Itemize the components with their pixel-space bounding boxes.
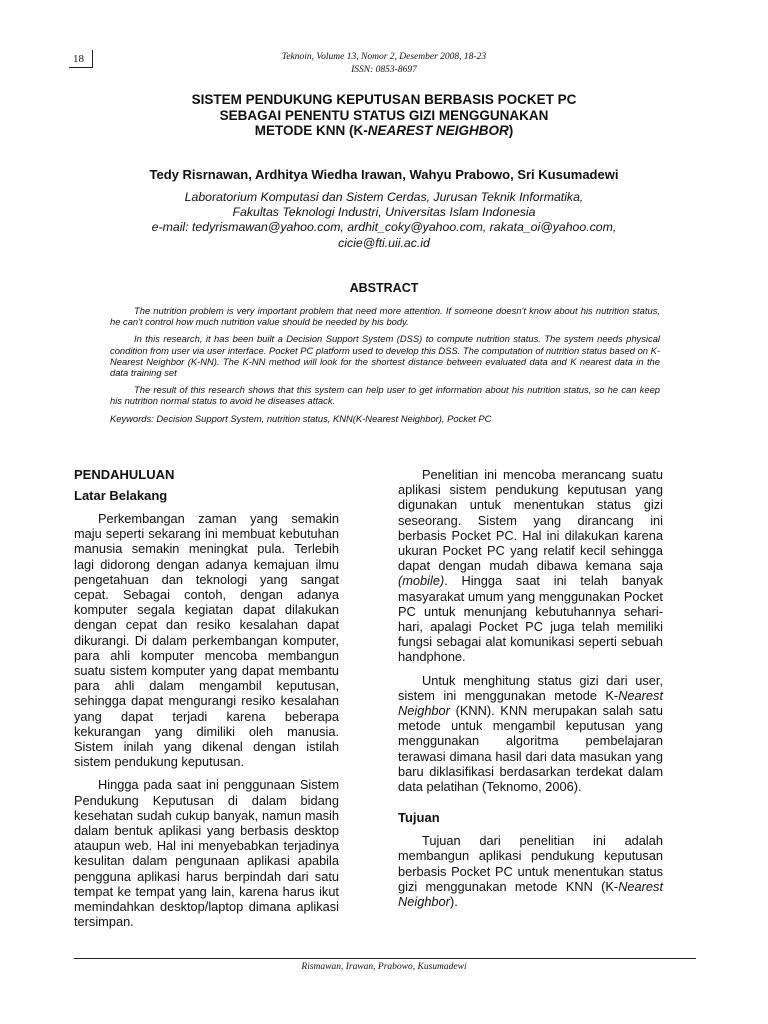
journal-header	[0, 51, 768, 77]
running-footer: Rismawan, Irawan, Prabowo, Kusumadewi	[301, 962, 467, 972]
spacer	[398, 802, 663, 810]
paper-title	[100, 92, 668, 139]
text-run-italic: (mobile)	[398, 573, 445, 589]
text-run: . Hingga saat ini telah banyak masyarakat umum yang menggunakan Pocket PC untuk menunjang kebutuhannya sehari-hari, apalagi Pocket PC juga telah memiliki fungsi sebagai alat komunikasi seperti sebuah handphone.	[398, 573, 663, 665]
title-line-2: SEBAGAI PENENTU STATUS GIZI MENGGUNAKAN	[219, 107, 549, 123]
abstract-paragraph: The nutrition problem is very important problem that need more attention. If someone doesn't know about his nutrition status, he can't control how much nutrition value should be needed by his body.	[110, 305, 660, 328]
title-line-1: SISTEM PENDUKUNG KEPUTUSAN BERBASIS POCKET PC	[191, 92, 577, 107]
body-paragraph	[398, 467, 663, 665]
text-run: Penelitian ini mencoba merancang suatu aplikasi sistem pendukung keputusan yang digunakan untuk menentukan status gizi seseorang. Sistem yang dirancang ini berbasis Pocket PC. Hal ini dilakukan karena ukuran Pocket PC yang relatif kecil sehingga dapat dengan mudah dibawa kemana saja	[398, 467, 663, 574]
subsection-heading-latar-belakang: Latar Belakang	[74, 488, 168, 503]
title-line-3-pre: METODE KNN (K-	[254, 123, 368, 138]
abstract-paragraph: The result of this research shows that this system can help user to get information about his nutrition status, so he can keep his nutrition normal status to avoid he diseases attack.	[110, 384, 660, 407]
title-line-3-italic: NEAREST NEIGHBOR	[367, 123, 509, 138]
text-run: Untuk menghitung status gizi dari user, sistem ini menggunakan metode K-	[398, 672, 663, 703]
page-number: 18	[69, 50, 93, 68]
text-run-italic: Nearest Neighbor	[398, 878, 663, 910]
right-column	[398, 467, 663, 917]
affiliation	[60, 190, 708, 251]
abstract-body	[110, 305, 660, 430]
affiliation-faculty: Fakultas Teknologi Industri, Universitas Islam Indonesia	[232, 205, 536, 220]
body-paragraph	[398, 673, 663, 795]
body-paragraph: Perkembangan zaman yang semakin maju seperti sekarang ini membuat kebutuhan manusia semakin meningkat pula. Terlebih lagi didorong dengan adanya kemajuan ilmu pengetahuan dan teknologi yang sangat cepat. Sebagai contoh, dengan adanya komputer segala kegiatan dapat dilakukan dengan cepat dan resiko kesalahan dapat dikurangi. Di dalam perkembangan komputer, para ahli komputer mencoba membangun suatu sistem komputer yang dapat membantu para ahli dalam mengambil keputusan, sehingga dapat mengurangi resiko kesalahan yang dapat terjadi karena beberapa kekurangan yang dimiliki oleh manusia. Sistem inilah yang dikenal dengan istilah sistem pendukung keputusan.	[74, 511, 339, 770]
body-paragraph: Hingga pada saat ini penggunaan Sistem Pendukung Keputusan di dalam bidang kesehatan sudah cukup banyak, namun masih dalam bentuk aplikasi yang berbasis desktop ataupun web. Hal ini menyebabkan terjadinya kesulitan dalam pengunaan aplikasi apabila pengguna aplikasi harus berpindah dari satu tempat ke tempat yang lain, karena harus ikut memindahkan desktop/laptop dimana aplikasi tersimpan.	[74, 777, 339, 930]
text-run-italic: Nearest Neighbor	[398, 687, 663, 719]
left-column	[74, 467, 339, 937]
title-line-3	[100, 123, 668, 139]
text-run: Tujuan dari penelitian ini adalah membangun aplikasi pendukung keputusan berbasis Pocket PC untuk menentukan status gizi menggunakan metode KNN (K-	[398, 833, 663, 894]
abstract-heading: ABSTRACT	[349, 281, 419, 295]
text-run: ).	[449, 894, 458, 910]
affiliation-lab: Laboratorium Komputasi dan Sistem Cerdas, Jurusan Teknik Informatika,	[184, 190, 584, 204]
text-run: (KNN). KNN merupakan salah satu metode untuk mengambil keputusan yang menggunakan algoritma pembelajaran terawasi dimana hasil dari data masukan yang baru diklasifikasi berdasarkan terdekat dalam data pelatihan (Teknomo, 2006).	[398, 703, 663, 795]
title-line-3-post: )	[508, 123, 514, 138]
journal-issn: ISSN: 0853-8697	[351, 65, 417, 75]
body-paragraph	[398, 833, 663, 909]
abstract-paragraph: In this research, it has been built a Decision Support System (DSS) to compute nutrition status. The system needs physical condition from user via user interface. Pocket PC platform used to develop this DSS. The computation of nutrition status based on K-Nearest Neighbor (K-NN). The K-NN method will look for the shortest distance between evaluated data and K nearest data in the data training set	[110, 333, 660, 379]
keywords: Keywords: Decision Support System, nutrition status, KNN(K-Nearest Neighbor), Pocket PC	[110, 412, 492, 424]
affiliation-emails: e-mail: tedyrismawan@yahoo.com, ardhit_coky@yahoo.com, rakata_oi@yahoo.com,	[151, 220, 617, 235]
affiliation-emails-cont: cicie@fti.uii.ac.id	[338, 235, 430, 250]
section-heading-pendahuluan: PENDAHULUAN	[74, 467, 175, 482]
journal-citation: Teknoin, Volume 13, Nomor 2, Desember 2008, 18-23	[281, 52, 487, 62]
footer-divider	[74, 958, 696, 959]
author-list: Tedy Risrnawan, Ardhitya Wiedha Irawan, Wahyu Prabowo, Sri Kusumadewi	[149, 167, 619, 182]
subsection-heading-tujuan: Tujuan	[398, 810, 440, 826]
